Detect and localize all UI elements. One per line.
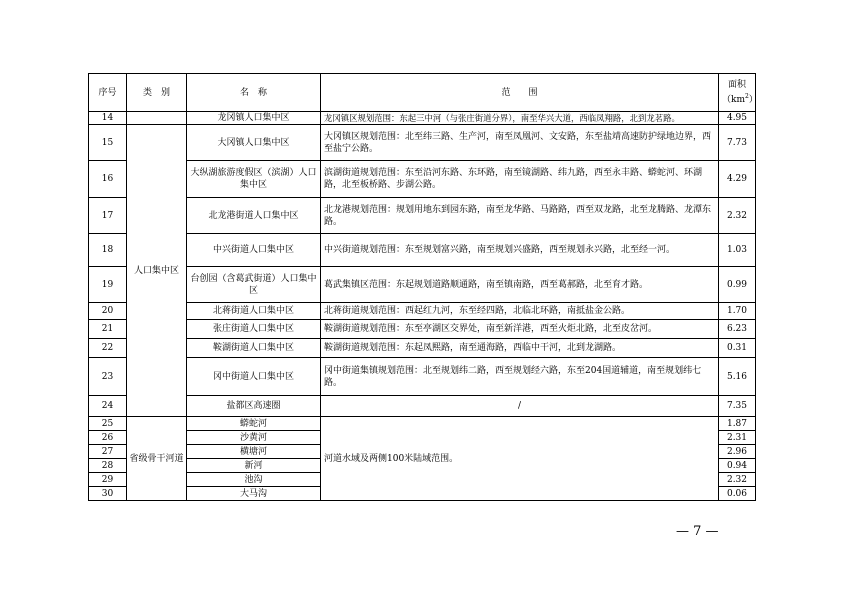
row-name: 池沟 <box>187 473 321 487</box>
row-scope: / <box>321 396 719 417</box>
row-area: 4.95 <box>719 112 756 125</box>
table-row <box>89 417 756 431</box>
row-area: 2.32 <box>719 198 756 234</box>
row-no: 23 <box>89 358 127 396</box>
row-name: 鞍湖街道人口集中区 <box>187 339 321 358</box>
row-name: 大马沟 <box>187 487 321 501</box>
row-name: 大纵湖旅游度假区（滨湖）人口集中区 <box>187 161 321 198</box>
row-name: 蟒蛇河 <box>187 417 321 431</box>
row-area: 7.35 <box>719 396 756 417</box>
table-row <box>89 267 756 303</box>
row-name: 台创园（含葛武街道）人口集中区 <box>187 267 321 303</box>
row-scope: 滨湖街道规划范围：东至沿河东路、东环路，南至镜湖路、纬九路，西至永丰路、蟒蛇河、环湖路，北至板桥路、步湖公路。 <box>321 161 719 198</box>
page-number: — 7 — <box>676 524 719 539</box>
row-no: 24 <box>89 396 127 417</box>
row-no: 22 <box>89 339 127 358</box>
table-row <box>89 125 756 161</box>
header-seq: 序号 <box>89 74 127 112</box>
table-row <box>89 234 756 267</box>
row-no: 14 <box>89 112 127 125</box>
row-area: 2.96 <box>719 445 756 459</box>
row-no: 15 <box>89 125 127 161</box>
row-area: 0.99 <box>719 267 756 303</box>
row-no: 20 <box>89 303 127 320</box>
row-area: 4.29 <box>719 161 756 198</box>
table-row <box>89 396 756 417</box>
row-area: 7.73 <box>719 125 756 161</box>
table-row <box>89 198 756 234</box>
row-no: 16 <box>89 161 127 198</box>
category-rivers: 省级骨干河道 <box>127 417 187 501</box>
table-row <box>89 320 756 339</box>
row-scope: 鞍湖街道规划范围：东至亭湖区交界处，南至新洋港，西至火炬北路，北至皮岔河。 <box>321 320 719 339</box>
row-scope: 北蒋街道规划范围：西起红九河，东至经四路，北临北环路，南抵盐金公路。 <box>321 303 719 320</box>
category-population: 人口集中区 <box>127 125 187 417</box>
row-area: 2.32 <box>719 473 756 487</box>
row-no: 28 <box>89 459 127 473</box>
row-area: 6.23 <box>719 320 756 339</box>
row-scope: 中兴街道规划范围：东至规划富兴路，南至规划兴盛路，西至规划永兴路，北至经一河。 <box>321 234 719 267</box>
header-name: 名 称 <box>187 74 321 112</box>
header-area-unit: $(km^2)$ <box>722 93 758 105</box>
row-no: 26 <box>89 431 127 445</box>
row-area: 0.94 <box>719 459 756 473</box>
row-area: 1.70 <box>719 303 756 320</box>
row-name: 冈中街道人口集中区 <box>187 358 321 396</box>
table-row <box>89 112 756 125</box>
table-row <box>89 358 756 396</box>
row-name: 盐都区高速圈 <box>187 396 321 417</box>
row-name: 新河 <box>187 459 321 473</box>
header-area-label: 面积 <box>727 80 746 90</box>
row-no: 27 <box>89 445 127 459</box>
row-name: 沙黄河 <box>187 431 321 445</box>
row-scope: 大冈镇区规划范围：北至纬三路、生产河，南至凤凰河、文安路，东至盐靖高速防护绿地边界，西至盐宁公路。 <box>321 125 719 161</box>
table-header-row <box>89 74 756 112</box>
row-name: 北蒋街道人口集中区 <box>187 303 321 320</box>
header-scope: 范 围 <box>321 74 719 112</box>
row-scope: 北龙港规划范围：规划用地东到园东路，南至龙华路、马路路，西至双龙路，北至龙腾路、龙潭东路。 <box>321 198 719 234</box>
table-row <box>89 161 756 198</box>
row-area: 2.31 <box>719 431 756 445</box>
row-area: 1.03 <box>719 234 756 267</box>
row-scope: 鞍湖街道规划范围：东起凤熙路，南至通海路，西临中干河，北到龙湖路。 <box>321 339 719 358</box>
row-name: 中兴街道人口集中区 <box>187 234 321 267</box>
row-no: 30 <box>89 487 127 501</box>
rivers-scope: 河道水域及两侧100米陆域范围。 <box>321 417 719 501</box>
header-area <box>719 74 756 112</box>
row-area: 0.06 <box>719 487 756 501</box>
row-name: 横塘河 <box>187 445 321 459</box>
row-no: 17 <box>89 198 127 234</box>
row-no: 19 <box>89 267 127 303</box>
row-area: 1.87 <box>719 417 756 431</box>
table-row <box>89 339 756 358</box>
row-name: 龙冈镇人口集中区 <box>187 112 321 125</box>
data-table <box>88 73 756 501</box>
row-scope: 葛武集镇区范围：东起规划道路顺通路，南至镇南路，西至葛郝路，北至育才路。 <box>321 267 719 303</box>
table-row <box>89 303 756 320</box>
row-no: 21 <box>89 320 127 339</box>
row-area: 0.31 <box>719 339 756 358</box>
row-no: 25 <box>89 417 127 431</box>
header-category: 类 别 <box>127 74 187 112</box>
row-scope: 龙冈镇区规划范围：东起三中河（与张庄街道分界），南至华兴大道，西临凤翔路，北到龙茗路。 <box>321 112 719 125</box>
row-area: 5.16 <box>719 358 756 396</box>
row-no: 18 <box>89 234 127 267</box>
row-no: 29 <box>89 473 127 487</box>
row-name: 大冈镇人口集中区 <box>187 125 321 161</box>
row-name: 北龙港街道人口集中区 <box>187 198 321 234</box>
row-category-empty <box>127 112 187 125</box>
row-name: 张庄街道人口集中区 <box>187 320 321 339</box>
row-scope: 冈中街道集镇规划范围：北至规划纬二路，西至规划经六路，东至204国道辅道，南至规划纬七路。 <box>321 358 719 396</box>
